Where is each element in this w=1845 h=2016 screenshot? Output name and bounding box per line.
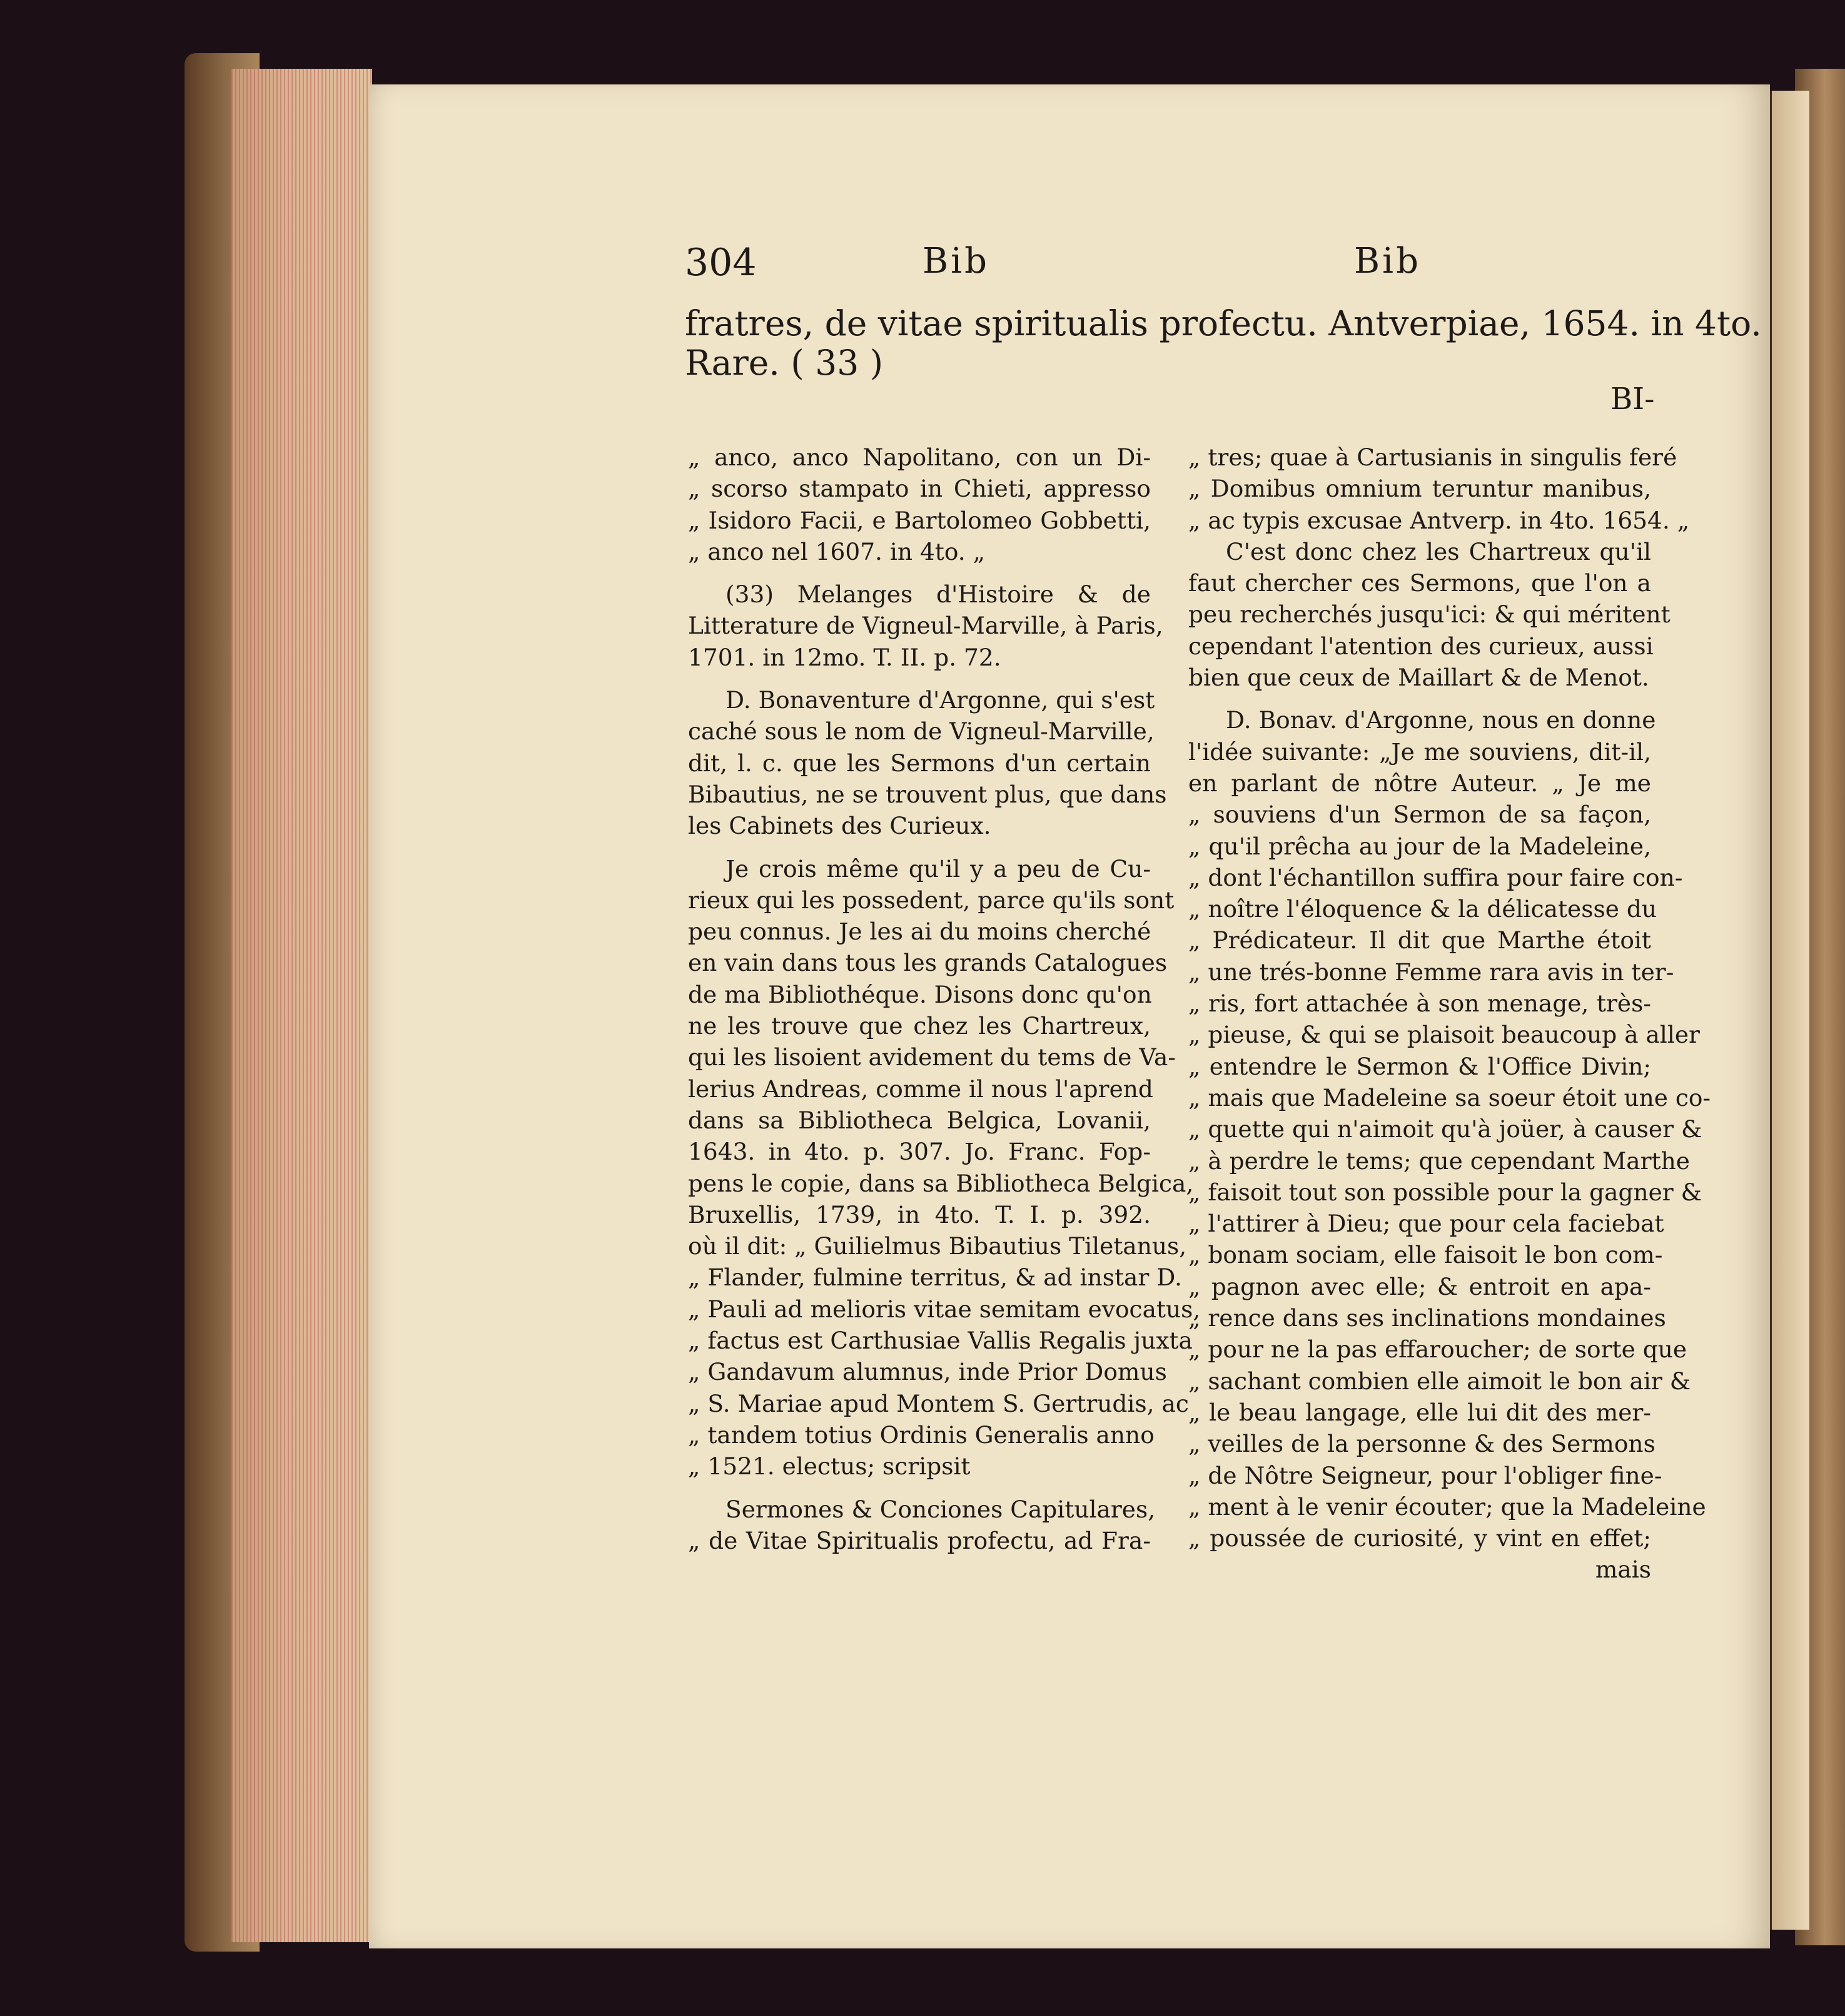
text-line: pens le copie, dans sa Bibliotheca Belgica, (688, 1169, 1194, 1197)
text-line: „ pieuse, & qui se plaisoit beaucoup à aller (1188, 1021, 1700, 1049)
text-line: „ anco, anco Napolitano, con un Di- (688, 443, 1151, 471)
text-line: „ faisoit tout son possible pour la gagner & (1188, 1178, 1702, 1206)
text-line: „ quette qui n'aimoit qu'à joüer, à causer & (1188, 1115, 1702, 1143)
text-line: „ Pauli ad melioris vitae semitam evocatus, (688, 1295, 1201, 1323)
text-line: Bibautius, ne se trouvent plus, que dans (688, 780, 1167, 808)
text-line: Je crois même qu'il y a peu de Cu- (725, 854, 1151, 883)
text-line: qui les lisoient avidement du tems de Va- (688, 1043, 1176, 1071)
text-line: „ anco nel 1607. in 4to. „ (688, 537, 986, 565)
text-line: „ Gandavum alumnus, inde Prior Domus (688, 1358, 1167, 1386)
text-line: dans sa Bibliotheca Belgica, Lovanii, (688, 1106, 1151, 1134)
text-line: „ de Vitae Spiritualis profectu, ad Fra- (688, 1526, 1151, 1554)
text-line: peu recherchés jusqu'ici: & qui méritent (1188, 600, 1671, 629)
text-line: 1643. in 4to. p. 307. Jo. Franc. Fop- (688, 1138, 1151, 1166)
text-line: cependant l'atention des curieux, aussi (1188, 632, 1654, 660)
text-line: Bruxellis, 1739, in 4to. T. I. p. 392. (688, 1200, 1151, 1228)
text-line: „ mais que Madeleine sa soeur étoit une co- (1188, 1083, 1711, 1112)
page-number: 304 (685, 241, 757, 285)
paragraph-gap (1188, 693, 1651, 704)
text-line: caché sous le nom de Vigneul-Marville, (688, 717, 1155, 746)
text-line: „ ris, fort attachée à son menage, très- (1188, 990, 1651, 1018)
text-line: peu connus. Je les ai du moins cherché (688, 918, 1151, 946)
text-line: „ noître l'éloquence & la délicatesse du (1188, 895, 1657, 923)
text-line: les Cabinets des Curieux. (688, 812, 991, 840)
text-line: „ une trés-bonne Femme rara avis in ter- (1188, 958, 1674, 986)
text-line: „ Domibus omnium teruntur manibus, (1188, 475, 1651, 503)
text-line: „ 1521. electus; scripsit (688, 1452, 971, 1481)
text-line: „ qu'il prêcha au jour de la Madeleine, (1188, 832, 1651, 860)
text-line: C'est donc chez les Chartreux qu'il (1226, 537, 1651, 565)
text-line: Sermones & Conciones Capitulares, (725, 1495, 1156, 1523)
text-line: „ pour ne la pas effaroucher; de sorte que (1188, 1335, 1687, 1364)
text-line: „ dont l'échantillon suffira pour faire con- (1188, 863, 1683, 891)
text-line: „ S. Mariae apud Montem S. Gertrudis, ac (688, 1389, 1189, 1417)
paragraph-gap (688, 842, 1151, 853)
text-line: „ Prédicateur. Il dit que Marthe étoit (1188, 926, 1651, 955)
text-line: l'idée suivante: „Je me souviens, dit-il, (1188, 737, 1651, 766)
text-line: „ ac typis excusae Antverp. in 4to. 1654. „ (1188, 506, 1690, 534)
text-line: D. Bonaventure d'Argonne, qui s'est (725, 686, 1155, 714)
text-line: „ bonam sociam, elle faisoit le bon com- (1188, 1241, 1663, 1269)
text-line: „ factus est Carthusiae Vallis Regalis juxta (688, 1327, 1193, 1355)
text-line: ne les trouve que chez les Chartreux, (688, 1012, 1151, 1040)
text-line: „ rence dans ses inclinations mondaines (1188, 1304, 1666, 1332)
text-line: „ tres; quae à Cartusianis in singulis feré (1188, 443, 1677, 471)
text-line: „ Flander, fulmine territus, & ad instar D. (688, 1264, 1182, 1292)
text-line: en parlant de nôtre Auteur. „ Je me (1188, 769, 1651, 797)
intro-line: fratres, de vitae spiritualis profectu. Antverpiae, 1654. in 4to. (685, 303, 1762, 343)
text-line: „ Isidoro Facii, e Bartolomeo Gobbetti, (688, 506, 1151, 534)
paragraph-gap (688, 1482, 1151, 1494)
text-line: „ veilles de la personne & des Sermons (1188, 1430, 1655, 1458)
paragraph-gap (688, 567, 1151, 579)
rare-note-line: Rare. ( 33 ) (685, 343, 884, 383)
text-line: „ ment à le venir écouter; que la Madeleine (1188, 1492, 1706, 1521)
text-line: „ pagnon avec elle; & entroit en apa- (1188, 1272, 1651, 1300)
text-line: 1701. in 12mo. T. II. p. 72. (688, 643, 1001, 671)
text-line: „ à perdre le tems; que cependant Marthe (1188, 1147, 1690, 1175)
text-line: où il dit: „ Guilielmus Bibautius Tiletanus, (688, 1232, 1187, 1260)
page-edges (231, 69, 372, 1942)
text-line: „ poussée de curiosité, y vint en effet; (1188, 1524, 1651, 1553)
text-line: de ma Bibliothéque. Disons donc qu'on (688, 980, 1152, 1008)
running-head-right: Bib (1354, 241, 1421, 281)
text-line: (33) Melanges d'Histoire & de (725, 580, 1151, 609)
text-line: bien que ceux de Maillart & de Menot. (1188, 664, 1649, 692)
text-line: D. Bonav. d'Argonne, nous en donne (1226, 706, 1656, 734)
catchword: BI- (1610, 382, 1655, 417)
text-line: lerius Andreas, comme il nous l'aprend (688, 1075, 1153, 1103)
text-line: faut chercher ces Sermons, que l'on a (1188, 569, 1651, 597)
text-line: „ scorso stampato in Chieti, appresso (688, 475, 1151, 503)
text-line: „ sachant combien elle aimoit le bon air & (1188, 1367, 1691, 1395)
text-line: dit, l. c. que les Sermons d'un certain (688, 749, 1151, 777)
facing-page-edge (1770, 91, 1809, 1930)
text-line: „ de Nôtre Seigneur, pour l'obliger fine- (1188, 1461, 1662, 1489)
left-text-column (688, 442, 1201, 1556)
paragraph-gap (688, 673, 1151, 684)
text-line: rieux qui les possedent, parce qu'ils sont (688, 886, 1175, 914)
running-head-left: Bib (922, 241, 989, 281)
text-line: „ tandem totius Ordinis Generalis anno (688, 1421, 1155, 1449)
text-line: „ entendre le Sermon & l'Office Divin; (1188, 1052, 1651, 1080)
text-line: „ l'attirer à Dieu; que pour cela faciebat (1188, 1210, 1664, 1238)
text-line: „ le beau langage, elle lui dit des mer- (1188, 1398, 1651, 1426)
text-line: mais (1595, 1556, 1651, 1584)
text-line: Litterature de Vigneul-Marville, à Paris, (688, 612, 1163, 640)
right-text-column (1188, 442, 1711, 1586)
text-line: en vain dans tous les grands Catalogues (688, 949, 1168, 977)
text-line: „ souviens d'un Sermon de sa façon, (1188, 801, 1651, 829)
